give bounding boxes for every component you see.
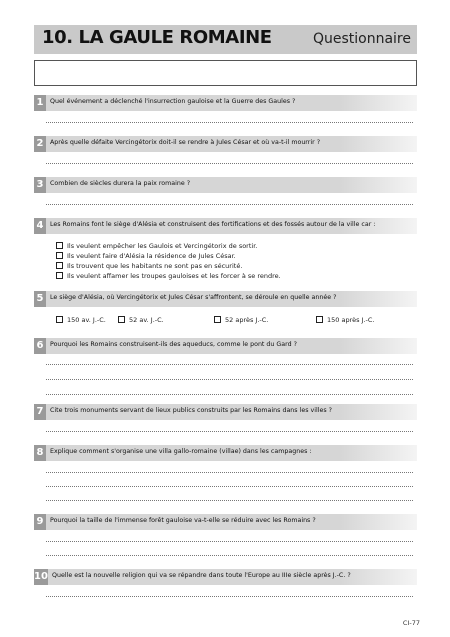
question-4 bbox=[34, 218, 417, 234]
q5-options bbox=[46, 316, 416, 328]
option-label: Ils veulent empêcher les Gaulois et Vercingétorix de sortir. bbox=[67, 242, 258, 250]
question-6 bbox=[34, 338, 417, 354]
option-label: Ils veulent affamer les troupes gauloises et les forcer à se rendre. bbox=[67, 272, 281, 280]
answer-line[interactable] bbox=[46, 379, 413, 380]
question-text: Le siège d'Alésia, où Vercingétorix et Jules César s'affrontent, se déroule en quelle année ? bbox=[50, 294, 337, 301]
answer-line[interactable] bbox=[46, 486, 413, 487]
checkbox[interactable] bbox=[214, 316, 221, 323]
answer-line[interactable] bbox=[46, 122, 413, 123]
page-number: CI-77 bbox=[402, 619, 420, 627]
page-subtitle: Questionnaire bbox=[312, 31, 411, 47]
question-7 bbox=[34, 404, 417, 420]
question-number: 2 bbox=[34, 136, 46, 152]
q4-option[interactable] bbox=[56, 252, 236, 262]
question-text: Pourquoi les Romains construisent-ils des aqueducs, comme le pont du Gard ? bbox=[50, 341, 297, 348]
question-number: 10 bbox=[34, 569, 48, 585]
option-label: 150 av. J.-C. bbox=[67, 316, 106, 324]
option-label: 150 après J.-C. bbox=[327, 316, 375, 324]
question-1 bbox=[34, 95, 417, 111]
answer-line[interactable] bbox=[46, 163, 413, 164]
answer-line[interactable] bbox=[46, 555, 413, 556]
answer-line[interactable] bbox=[46, 472, 413, 473]
q4-option[interactable] bbox=[56, 242, 257, 252]
q4-option[interactable] bbox=[56, 272, 281, 282]
answer-line[interactable] bbox=[46, 364, 413, 365]
question-text: Les Romains font le siège d'Alésia et construisent des fortifications et des fossés autour de la ville car : bbox=[50, 221, 376, 228]
question-2 bbox=[34, 136, 417, 152]
page-title: 10. LA GAULE ROMAINE bbox=[42, 27, 272, 48]
checkbox[interactable] bbox=[56, 262, 63, 269]
question-9 bbox=[34, 514, 417, 530]
question-number: 5 bbox=[34, 291, 46, 307]
question-number: 1 bbox=[34, 95, 46, 111]
q5-option[interactable] bbox=[56, 316, 106, 324]
checkbox[interactable] bbox=[56, 242, 63, 249]
question-number: 3 bbox=[34, 177, 46, 193]
option-label: 52 après J.-C. bbox=[225, 316, 269, 324]
question-text: Quelle est la nouvelle religion qui va se répandre dans toute l'Europe au IIIe siècle après J.-C. ? bbox=[52, 572, 351, 579]
question-number: 7 bbox=[34, 404, 46, 420]
question-number: 4 bbox=[34, 218, 46, 234]
checkbox[interactable] bbox=[118, 316, 125, 323]
answer-line[interactable] bbox=[46, 394, 413, 395]
question-text: Quel événement a déclenché l'insurrection gauloise et la Guerre des Gaules ? bbox=[50, 98, 296, 105]
question-text: Combien de siècles durera la paix romaine ? bbox=[50, 180, 191, 187]
checkbox[interactable] bbox=[56, 252, 63, 259]
checkbox[interactable] bbox=[56, 272, 63, 279]
question-text: Pourquoi la taille de l'immense forêt gauloise va-t-elle se réduire avec les Romains ? bbox=[50, 517, 316, 524]
question-10 bbox=[34, 569, 417, 585]
answer-line[interactable] bbox=[46, 500, 413, 501]
checkbox[interactable] bbox=[316, 316, 323, 323]
question-number: 9 bbox=[34, 514, 46, 530]
option-label: Ils veulent faire d'Alésia la résidence de Jules César. bbox=[67, 252, 236, 260]
question-8 bbox=[34, 445, 417, 461]
page-header bbox=[34, 25, 417, 54]
name-field[interactable] bbox=[34, 60, 417, 86]
question-text: Explique comment s'organise une villa gallo-romaine (villae) dans les campagnes : bbox=[50, 448, 312, 455]
question-text: Après quelle défaite Vercingétorix doit-il se rendre à Jules César et où va-t-il mourrir ? bbox=[50, 139, 321, 146]
answer-line[interactable] bbox=[46, 541, 413, 542]
q5-option[interactable] bbox=[118, 316, 164, 324]
question-5 bbox=[34, 291, 417, 307]
question-text: Cite trois monuments servant de lieux publics construits par les Romains dans les villes ? bbox=[50, 407, 332, 414]
checkbox[interactable] bbox=[56, 316, 63, 323]
answer-line[interactable] bbox=[46, 431, 413, 432]
question-number: 6 bbox=[34, 338, 46, 354]
option-label: 52 av. J.-C. bbox=[129, 316, 164, 324]
option-label: Ils trouvent que les habitants ne sont pas en sécurité. bbox=[67, 262, 243, 270]
q5-option[interactable] bbox=[316, 316, 375, 324]
question-number: 8 bbox=[34, 445, 46, 461]
answer-line[interactable] bbox=[46, 204, 413, 205]
q4-option[interactable] bbox=[56, 262, 242, 272]
q5-option[interactable] bbox=[214, 316, 268, 324]
answer-line[interactable] bbox=[46, 596, 413, 597]
question-3 bbox=[34, 177, 417, 193]
